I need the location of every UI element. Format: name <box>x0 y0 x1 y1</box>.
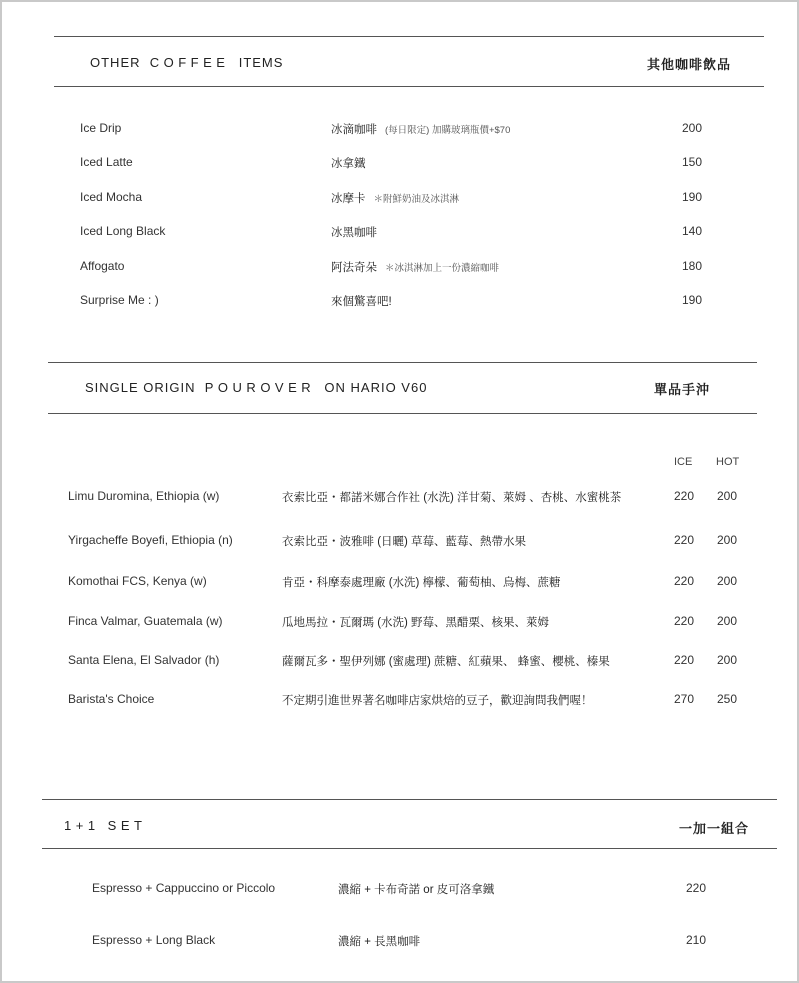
bean-price-hot: 250 <box>717 692 738 706</box>
menu-item-price: 190 <box>682 190 703 204</box>
menu-item-zh <box>331 121 510 137</box>
menu-item-name: Ice Drip <box>80 121 122 135</box>
bean-price-ice: 220 <box>674 653 695 667</box>
bean-description-zh: 衣索比亞・都諾米娜合作社 (水洗) 洋甘菊、萊姆 、杏桃、水蜜桃茶 <box>282 492 622 504</box>
menu-item-zh <box>331 259 499 275</box>
section1-top-rule <box>54 36 764 37</box>
menu-item-name: Iced Latte <box>80 155 133 169</box>
section2-title-zh: 單品手沖 <box>654 382 711 397</box>
section1-bottom-rule <box>54 86 764 87</box>
col-header-hot: HOT <box>716 456 740 468</box>
section2-title: SINGLE ORIGIN POUROVER ON HARIO V60 <box>85 380 428 395</box>
bean-price-ice: 220 <box>674 574 695 588</box>
set-item-zh: 濃縮 + 長黑咖啡 <box>338 936 421 948</box>
menu-item-price: 140 <box>682 224 703 238</box>
menu-item-note: (每日限定) 加購玻璃瓶價+$70 <box>385 125 511 136</box>
menu-item-zh <box>331 224 377 240</box>
menu-item-zh-text: 來個驚喜吧! <box>331 296 392 308</box>
bean-origin-name: Komothai FCS, Kenya (w) <box>68 574 207 588</box>
menu-item-zh-text: 冰滴咖啡 <box>331 124 377 136</box>
bean-description-zh: 不定期引進世界著名咖啡店家烘焙的豆子，歡迎詢問我們喔！ <box>282 695 593 707</box>
menu-item-zh <box>331 190 459 206</box>
section1-title-zh: 其他咖啡飲品 <box>647 57 732 72</box>
menu-item-name: Iced Long Black <box>80 224 166 238</box>
bean-price-hot: 200 <box>717 533 738 547</box>
menu-item-note: ＊冰淇淋加上一份濃縮咖啡 <box>385 263 500 274</box>
menu-item-name: Affogato <box>80 259 125 273</box>
menu-item-zh <box>331 293 392 309</box>
set-item-zh: 濃縮 + 卡布奇諾 or 皮可洛拿鐵 <box>338 884 495 896</box>
section1-title: OTHER COFFEE ITEMS <box>90 55 284 70</box>
section3-bottom-rule <box>42 848 777 849</box>
bean-description-zh: 肯亞・科摩泰處理廠 (水洗) 檸檬、葡萄柚、烏梅、蔗糖 <box>282 577 561 589</box>
bean-price-hot: 200 <box>717 574 738 588</box>
bean-price-ice: 220 <box>674 614 695 628</box>
set-item-name: Espresso + Cappuccino or Piccolo <box>92 881 276 895</box>
bean-origin-name: Yirgacheffe Boyefi, Ethiopia (n) <box>68 533 233 547</box>
bean-price-ice: 220 <box>674 533 695 547</box>
menu-item-price: 190 <box>682 293 703 307</box>
bean-price-ice: 270 <box>674 692 695 706</box>
menu-item-price: 200 <box>682 121 703 135</box>
section3-title: 1+1 SET <box>64 818 147 833</box>
bean-origin-name: Limu Duromina, Ethiopia (w) <box>68 489 220 503</box>
menu-item-note: ＊附鮮奶油及冰淇淋 <box>373 194 460 205</box>
menu-item-zh-text: 冰黑咖啡 <box>331 227 377 239</box>
section3-top-rule <box>42 799 777 800</box>
bean-description-zh: 瓜地馬拉・瓦爾瑪 (水洗) 野莓、黑醋栗、核果、萊姆 <box>282 617 550 629</box>
menu-item-price: 150 <box>682 155 703 169</box>
menu-item-name: Surprise Me : ) <box>80 293 159 307</box>
menu-item-zh <box>331 155 366 171</box>
bean-origin-name: Barista's Choice <box>68 692 155 706</box>
bean-description-zh: 薩爾瓦多・聖伊列娜 (蜜處理) 蔗糖、紅蘋果、 蜂蜜、櫻桃、榛果 <box>282 656 610 668</box>
bean-price-ice: 220 <box>674 489 695 503</box>
menu-item-price: 180 <box>682 259 703 273</box>
section2-top-rule <box>48 362 757 363</box>
section2-bottom-rule <box>48 413 757 414</box>
bean-origin-name: Finca Valmar, Guatemala (w) <box>68 614 223 628</box>
bean-origin-name: Santa Elena, El Salvador (h) <box>68 653 220 667</box>
bean-description-zh: 衣索比亞・波雅啡 (日曬) 草莓、藍莓、熱帶水果 <box>282 536 527 548</box>
col-header-ice: ICE <box>674 456 693 468</box>
menu-item-zh-text: 冰拿鐵 <box>331 158 366 170</box>
bean-price-hot: 200 <box>717 653 738 667</box>
section3-title-zh: 一加一組合 <box>679 821 750 836</box>
set-item-name: Espresso + Long Black <box>92 933 216 947</box>
bean-price-hot: 200 <box>717 614 738 628</box>
set-item-price: 210 <box>686 933 707 947</box>
menu-item-zh-text: 阿法奇朵 <box>331 262 377 274</box>
menu-item-name: Iced Mocha <box>80 190 143 204</box>
menu-item-zh-text: 冰摩卡 <box>331 193 366 205</box>
set-item-price: 220 <box>686 881 707 895</box>
bean-price-hot: 200 <box>717 489 738 503</box>
